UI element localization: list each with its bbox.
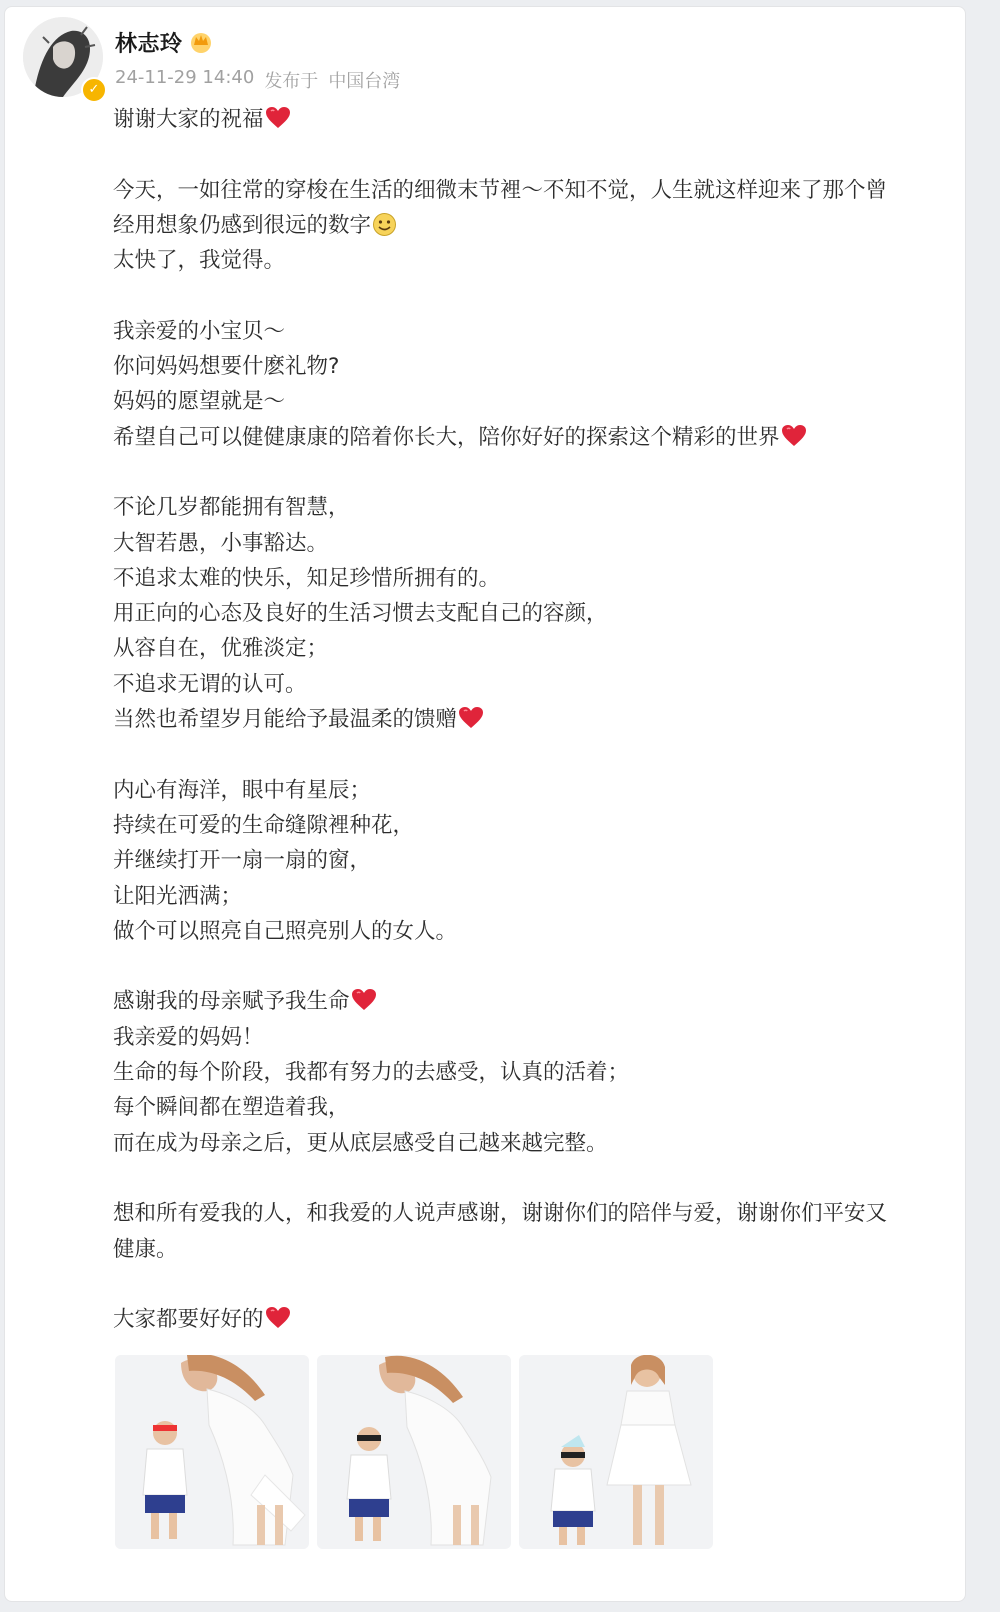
post-body: [113, 102, 923, 1337]
post-line: [113, 102, 923, 137]
post-line: [113, 667, 923, 702]
post-line: [113, 843, 923, 878]
photo-grid: [115, 1355, 713, 1549]
post-line: [113, 1090, 923, 1125]
line-text: 而在成为母亲之后，更从底层感受自己越来越完整。: [113, 1130, 608, 1156]
post-line: [113, 702, 923, 737]
line-text: 每个瞬间都在塑造着我，: [113, 1095, 350, 1121]
post-line: [113, 914, 923, 949]
post-line: [113, 384, 923, 419]
line-text: 感谢我的母亲赋予我生命: [113, 989, 350, 1015]
post-line: [113, 208, 923, 243]
line-text: 妈妈的愿望就是～: [113, 389, 286, 415]
line-text: 当然也希望岁月能给予最温柔的馈赠: [113, 707, 458, 733]
line-text: 想和所有爱我的人，和我爱的人说声感谢，谢谢你们的陪伴与爱，谢谢你们平安又: [113, 1201, 888, 1227]
line-text: 不追求无谓的认可。: [113, 671, 307, 697]
post-photo[interactable]: [115, 1355, 309, 1549]
post-line: [113, 1055, 923, 1090]
post-photo[interactable]: [317, 1355, 511, 1549]
post-source-label: 发布于: [264, 71, 319, 92]
line-text: 我亲爱的妈妈！: [113, 1024, 264, 1050]
post-line: [113, 420, 923, 455]
line-text: 并继续打开一扇一扇的窗，: [113, 848, 372, 874]
post-line: [113, 879, 923, 914]
author-row: [115, 27, 213, 57]
post-line: [113, 1232, 923, 1267]
line-text: 谢谢大家的祝福: [113, 107, 264, 132]
heart-emoji-icon: [265, 106, 291, 130]
line-text: 我亲爱的小宝贝～: [113, 318, 286, 344]
post-line: [113, 526, 923, 561]
post-meta: [115, 67, 400, 93]
post-line: [113, 1126, 923, 1161]
weibo-post-card: [4, 6, 966, 1602]
smile-emoji-icon: [372, 212, 397, 237]
line-text: 经用想象仍感到很远的数字: [113, 212, 372, 238]
post-line: [113, 984, 923, 1019]
post-line: [113, 490, 923, 525]
line-text: 大智若愚，小事豁达。: [113, 530, 329, 556]
line-text: 你问妈妈想要什麽礼物?: [113, 354, 340, 380]
line-text: 从容自在，优雅淡定；: [113, 636, 329, 662]
line-text: 内心有海洋，眼中有星辰；: [113, 777, 372, 803]
line-text: 大家都要好好的: [113, 1307, 264, 1333]
post-line: [113, 1020, 923, 1055]
post-line: [113, 173, 923, 208]
post-line: [113, 596, 923, 631]
verified-badge-icon: ✓: [81, 77, 107, 103]
post-photo[interactable]: [519, 1355, 713, 1549]
vip-crown-icon: [189, 30, 213, 54]
line-text: 做个可以照亮自己照亮别人的女人。: [113, 918, 458, 944]
line-text: 持续在可爱的生命缝隙裡种花，: [113, 812, 415, 838]
post-line: [113, 631, 923, 666]
post-line: [113, 314, 923, 349]
post-line: [113, 561, 923, 596]
post-line: [113, 773, 923, 808]
line-text: 生命的每个阶段，我都有努力的去感受，认真的活着；: [113, 1060, 630, 1086]
author-name[interactable]: 林志玲: [115, 31, 183, 57]
line-text: 希望自己可以健健康康的陪着你长大，陪你好好的探索这个精彩的世界: [113, 424, 780, 450]
line-text: 让阳光洒满；: [113, 883, 243, 909]
post-location: 中国台湾: [328, 71, 401, 92]
post-timestamp[interactable]: 24-11-29 14:40: [115, 67, 255, 88]
post-line: [113, 349, 923, 384]
line-text: 今天，一如往常的穿梭在生活的细微末节裡～不知不觉，人生就这样迎来了那个曾: [113, 177, 888, 203]
line-text: 健康。: [113, 1236, 178, 1262]
line-text: 用正向的心态及良好的生活习惯去支配自己的容颜，: [113, 601, 608, 627]
post-line: [113, 1302, 923, 1337]
post-line: [113, 243, 923, 278]
heart-emoji-icon: [351, 988, 377, 1012]
heart-emoji-icon: [781, 424, 807, 448]
line-text: 不论几岁都能拥有智慧，: [113, 495, 350, 521]
heart-emoji-icon: [265, 1306, 291, 1330]
heart-emoji-icon: [458, 706, 484, 730]
line-text: 不追求太难的快乐，知足珍惜所拥有的。: [113, 565, 501, 591]
line-text: 太快了，我觉得。: [113, 248, 286, 274]
post-line: [113, 808, 923, 843]
post-line: [113, 1196, 923, 1231]
